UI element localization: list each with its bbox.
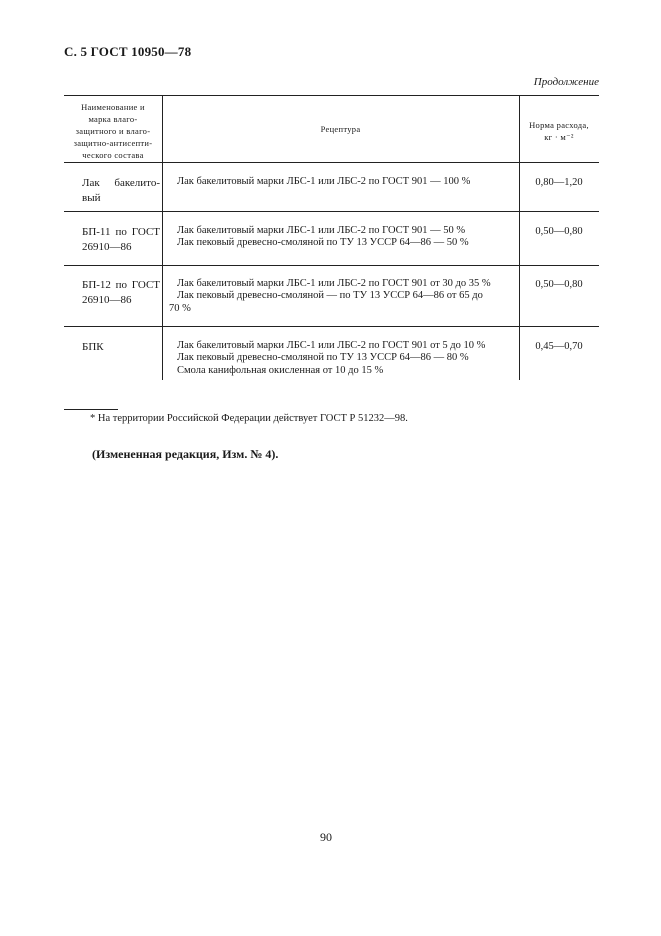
column-header-name: Наименование и марка влаго- защитного и влаго- защитно-антисепти- ческого состава <box>73 102 153 160</box>
consumption-norm: 0,50—0,80 <box>535 226 583 237</box>
composition-name: БП-12 по ГОСТ 26910—86 <box>82 279 160 306</box>
consumption-norm: 0,50—0,80 <box>535 279 583 290</box>
column-header-norm: Норма расхода, кг · м⁻² <box>529 120 589 142</box>
edition-note: (Измененная редакция, Изм. № 4). <box>92 447 279 461</box>
column-divider <box>162 95 163 380</box>
continuation-label: Продолжение <box>533 76 599 88</box>
footnote-rule <box>64 409 118 410</box>
footnote: * На территории Российской Федерации действует ГОСТ Р 51232—98. <box>90 413 408 424</box>
column-header-recipe: Рецептура <box>320 124 361 134</box>
page-header-title: С. 5 ГОСТ 10950—78 <box>64 44 192 59</box>
composition-name: Лак бакелито- вый <box>82 177 160 204</box>
consumption-norm: 0,45—0,70 <box>535 341 583 352</box>
composition-recipe: Лак бакелитовый марки ЛБС-1 или ЛБС-2 по ГОСТ 901 от 30 до 35 % Лак пековый древесно-смоляной — по ТУ 13 УССР 64—86 от 65 до 70 % <box>169 278 491 314</box>
composition-recipe: Лак бакелитовый марки ЛБС-1 или ЛБС-2 по ГОСТ 901 — 50 % Лак пековый древесно-смоляной по ТУ 13 УССР 64—86 — 50 % <box>177 225 469 249</box>
composition-name: БП-11 по ГОСТ 26910—86 <box>82 226 160 253</box>
composition-recipe: Лак бакелитовый марки ЛБС-1 или ЛБС-2 по ГОСТ 901 — 100 % <box>177 176 471 187</box>
composition-recipe: Лак бакелитовый марки ЛБС-1 или ЛБС-2 по ГОСТ 901 от 5 до 10 % Лак пековый древесно-смоляной по ТУ 13 УССР 64—86 — 80 % Смола канифольная окисленная от 10 до 15 % <box>177 340 486 376</box>
consumption-norm: 0,80—1,20 <box>535 177 583 188</box>
page-number: 90 <box>320 830 332 844</box>
composition-name: БПК <box>82 341 104 353</box>
